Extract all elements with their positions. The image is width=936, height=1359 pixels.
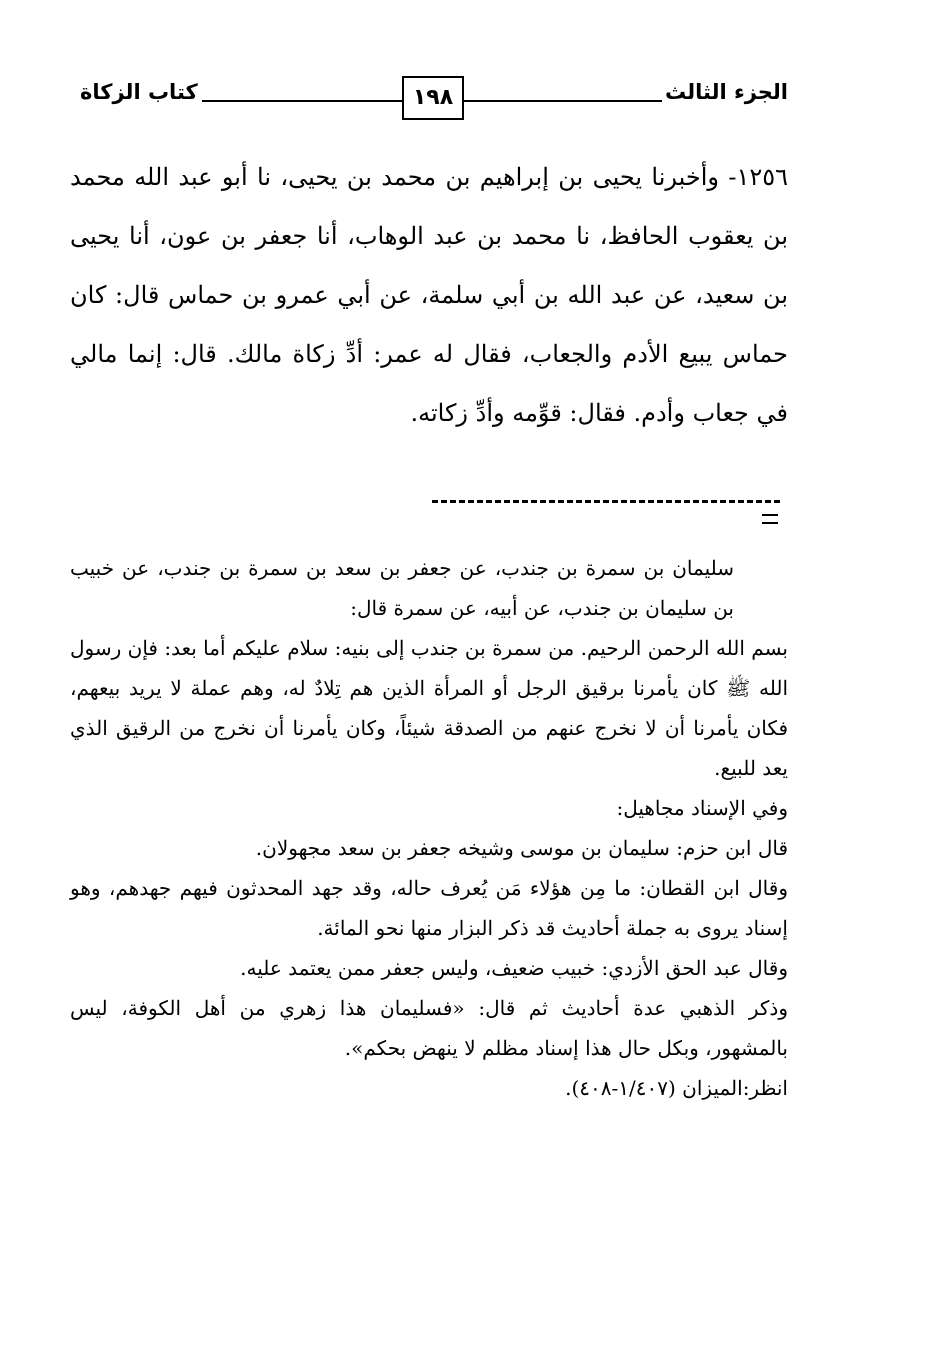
footnote-paragraph: وقال ابن القطان: ما مِن هؤلاء مَن يُعرف حاله، وقد جهد المحدثون فيهم جهدهم، وهو إسناد يروى به جملة أحاديث قد ذكر البزار منها نحو المائة. <box>70 876 788 940</box>
chapter-title: كتاب الزكاة <box>80 80 198 104</box>
footnote-paragraph: انظر:الميزان (١/٤٠٧-٤٠٨). <box>565 1076 788 1100</box>
header-rule-right <box>462 100 662 102</box>
separator-equals-mark <box>762 514 778 524</box>
page-header <box>70 70 788 130</box>
page-number-box: ١٩٨ <box>402 76 464 120</box>
footnote-paragraph: بسم الله الرحمن الرحيم. من سمرة بن جندب إلى بنيه: سلام عليكم أما بعد: فإن رسول الله ﷺ كان يأمرنا برقيق الرجل أو المرأة الذين هم تِلادٌ له، وهم عملة لا يريد بيعهم، فكان يأمرنا أن لا نخرج عنهم من الصدقة شيئاً، وكان يأمرنا أن نخرج من الرقيق الذي يعد للبيع. <box>70 636 788 780</box>
hadith-1256: ١٢٥٦- وأخبرنا يحيى بن إبراهيم بن محمد بن يحيى، نا أبو عبد الله محمد بن يعقوب الحافظ، نا محمد بن عبد الوهاب، أنا جعفر بن عون، أنا يحيى بن سعيد، عن عبد الله بن أبي سلمة، عن أبي عمرو بن حماس قال: كان حماس يبيع الأدم والجعاب، فقال له عمر: أدِّ زكاة مالك. قال: إنما مالي في جعاب وأدم. فقال: قوِّمه وأدِّ زكاته. <box>70 163 788 427</box>
footnote-separator <box>432 500 780 503</box>
footnote-paragraph: وفي الإسناد مجاهيل: <box>616 796 788 820</box>
footnote-paragraph: وذكر الذهبي عدة أحاديث ثم قال: «فسليمان هذا زهري من أهل الكوفة، ليس بالمشهور، وبكل حال هذا إسناد مظلم لا ينهض بحكم». <box>70 996 788 1060</box>
footnote-paragraph: سليمان بن سمرة بن جندب، عن جعفر بن سعد بن سمرة بن جندب، عن خبيب بن سليمان بن جندب، عن أبيه، عن سمرة قال: <box>70 556 734 620</box>
footnote-paragraph: وقال عبد الحق الأزدي: خبيب ضعيف، وليس جعفر ممن يعتمد عليه. <box>240 956 788 980</box>
main-text-block <box>70 148 788 443</box>
header-rule-left <box>202 100 402 102</box>
footnote-block <box>70 548 788 1108</box>
volume-title: الجزء الثالث <box>665 80 788 104</box>
footnote-paragraph: قال ابن حزم: سليمان بن موسى وشيخه جعفر بن سعد مجهولان. <box>255 836 788 860</box>
